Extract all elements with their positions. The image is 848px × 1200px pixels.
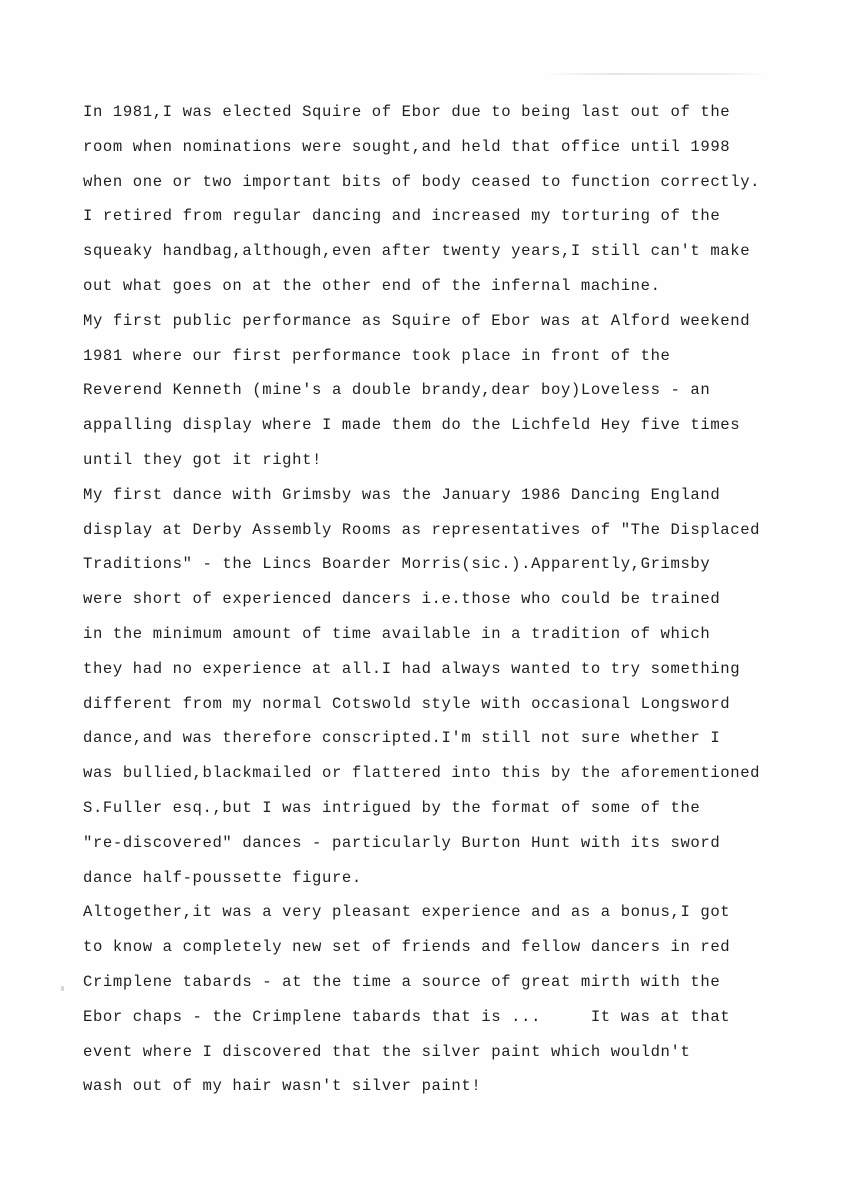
text-line: they had no experience at all.I had always wanted to try something bbox=[83, 659, 741, 678]
scan-artifact bbox=[545, 73, 765, 75]
text-line: different from my normal Cotswold style with occasional Longsword bbox=[83, 694, 731, 713]
text-line: wash out of my hair wasn't silver paint! bbox=[83, 1077, 482, 1096]
text-line: to know a completely new set of friends and fellow dancers in red bbox=[83, 938, 731, 957]
text-line: dance half-poussette figure. bbox=[83, 868, 362, 887]
paragraph-squire-election bbox=[83, 95, 803, 304]
text-line: Altogether,it was a very pleasant experience and as a bonus,I got bbox=[83, 903, 731, 922]
text-line: until they got it right! bbox=[83, 450, 322, 469]
text-line: Traditions" - the Lincs Boarder Morris(sic.).Apparently,Grimsby bbox=[83, 555, 711, 574]
text-line: I retired from regular dancing and increased my torturing of the bbox=[83, 207, 721, 226]
text-line: 1981 where our first performance took place in front of the bbox=[83, 346, 671, 365]
paragraph-first-performance bbox=[83, 304, 803, 478]
text-line: display at Derby Assembly Rooms as representatives of "The Displaced bbox=[83, 520, 761, 539]
text-line: "re-discovered" dances - particularly Burton Hunt with its sword bbox=[83, 833, 721, 852]
text-line: were short of experienced dancers i.e.those who could be trained bbox=[83, 590, 721, 609]
scan-speck bbox=[61, 986, 64, 991]
paragraph-grimsby-dance bbox=[83, 478, 803, 896]
text-line: In 1981,I was elected Squire of Ebor due to being last out of the bbox=[83, 103, 731, 121]
text-line: was bullied,blackmailed or flattered into this by the aforementioned bbox=[83, 764, 761, 783]
text-line: squeaky handbag,although,even after twenty years,I still can't make bbox=[83, 242, 751, 261]
text-line: when one or two important bits of body ceased to function correctly. bbox=[83, 172, 761, 191]
text-line: Crimplene tabards - at the time a source of great mirth with the bbox=[83, 972, 721, 991]
paragraph-altogether bbox=[83, 895, 803, 1104]
text-line: S.Fuller esq.,but I was intrigued by the format of some of the bbox=[83, 798, 701, 817]
text-line: event where I discovered that the silver paint which wouldn't bbox=[83, 1042, 691, 1061]
text-line: room when nominations were sought,and held that office until 1998 bbox=[83, 137, 731, 156]
text-line: My first public performance as Squire of Ebor was at Alford weekend bbox=[83, 311, 751, 330]
text-line: out what goes on at the other end of the infernal machine. bbox=[83, 276, 661, 295]
text-line: in the minimum amount of time available in a tradition of which bbox=[83, 624, 711, 643]
text-line: My first dance with Grimsby was the January 1986 Dancing England bbox=[83, 485, 721, 504]
text-line: Reverend Kenneth (mine's a double brandy,dear boy)Loveless - an bbox=[83, 381, 711, 400]
text-line: appalling display where I made them do the Lichfeld Hey five times bbox=[83, 416, 741, 435]
document-body bbox=[83, 95, 803, 1104]
text-line: dance,and was therefore conscripted.I'm still not sure whether I bbox=[83, 729, 721, 748]
text-line: Ebor chaps - the Crimplene tabards that is ... It was at that bbox=[83, 1007, 731, 1026]
